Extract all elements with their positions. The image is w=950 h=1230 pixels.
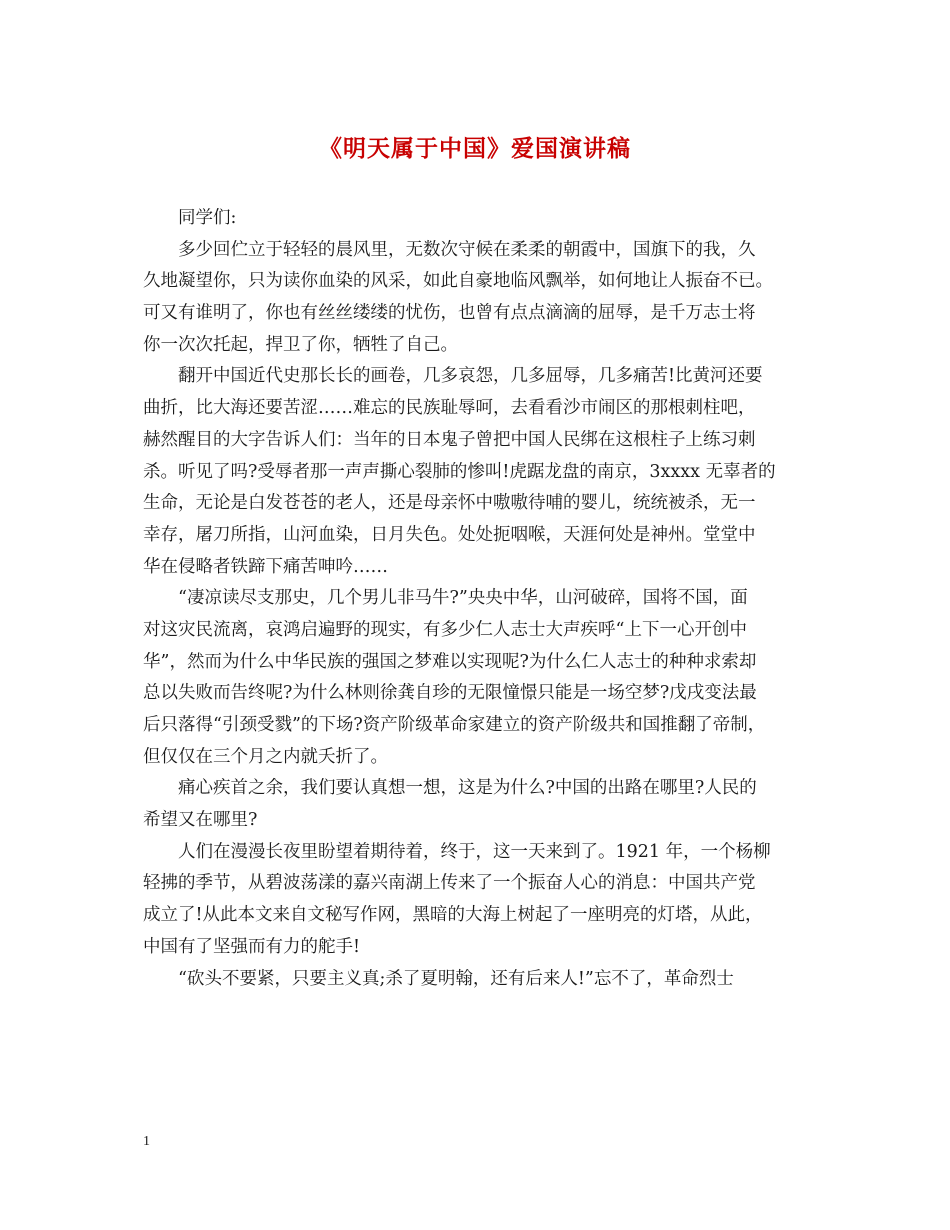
text-line: 对这灾民流离，哀鸿启遍野的现实，有多少仁人志士大声疾呼“上下一心开创中: [143, 619, 747, 640]
text-line: 中国有了坚强而有力的舵手!: [143, 936, 361, 957]
text-line: 幸存，屠刀所指，山河血染，日月失色。处处扼咽喉，天涯何处是神州。堂堂中: [143, 524, 756, 545]
text-line: 后只落得“引颈受戮”的下场?资产阶级革命家建立的资产阶级共和国推翻了帝制，: [143, 715, 766, 735]
text-line: 你一次次托起，捍卫了你，牺牲了自己。: [143, 334, 458, 355]
text-line: 可又有谁明了，你也有丝丝缕缕的忧伤，也曾有点点滴滴的屈辱，是千万志士将: [143, 303, 756, 324]
text-line: 但仅仅在三个月之内就夭折了。: [143, 746, 388, 767]
text-line: 翻开中国近代史那长长的画卷，几多哀怨，几多屈辱，几多痛苦!比黄河还要: [178, 366, 763, 387]
text-line: 赫然醒目的大字告诉人们：当年的日本鬼子曾把中国人民绑在这根柱子上练习刺: [143, 429, 756, 450]
text-line: “凄凉读尽支那史，几个男儿非马牛?”央央中华，山河破碎，国将不国，面: [178, 588, 748, 609]
document-title: 《明天属于中国》爱国演讲稿: [319, 136, 631, 162]
text-line: 轻拂的季节，从碧波荡漾的嘉兴南湖上传来了一个振奋人心的消息：中国共产党: [143, 873, 756, 894]
text-line: 华在侵略者铁蹄下痛苦呻吟……: [143, 556, 388, 577]
text-line: 痛心疾首之余，我们要认真想一想，这是为什么?中国的出路在哪里?人民的: [178, 778, 757, 799]
text-line: 曲折，比大海还要苦涩……难忘的民族耻辱呵，去看看沙市闹区的那根刺柱吧，: [143, 398, 756, 419]
text-line: 华”，然而为什么中华民族的强国之梦难以实现呢?为什么仁人志士的种种求索却: [143, 651, 757, 672]
text-line: 希望又在哪里?: [143, 810, 258, 831]
text-line: 人们在漫漫长夜里盼望着期待着，终于，这一天来到了。1921 年，一个杨柳: [178, 841, 771, 862]
text-line: 杀。听见了吗?受辱者那一声声撕心裂肺的惨叫!虎踞龙盘的南京，3xxxx 无辜者的: [143, 461, 776, 482]
text-line: 成立了!从此本文来自文秘写作网，黑暗的大海上树起了一座明亮的灯塔，从此，: [143, 905, 763, 926]
document-body: [143, 203, 813, 995]
text-line: “砍头不要紧，只要主义真;杀了夏明翰，还有后来人!”忘不了，革命烈士: [178, 968, 734, 989]
text-line: 多少回伫立于轻轻的晨风里，无数次守候在柔柔的朝霞中，国旗下的我，久: [178, 239, 756, 260]
text-line: 总以失败而告终呢?为什么林则徐龚自珍的无限憧憬只能是一场空梦?戊戌变法最: [143, 683, 757, 704]
text-line: 生命，无论是白发苍苍的老人，还是母亲怀中嗷嗷待哺的婴儿，统统被杀，无一: [143, 493, 756, 514]
text-line: 久地凝望你，只为读你血染的风采，如此自豪地临风飘举，如何地让人振奋不已。: [143, 271, 773, 292]
page-number: 1: [143, 1134, 150, 1149]
text-line: 同学们:: [178, 208, 237, 228]
